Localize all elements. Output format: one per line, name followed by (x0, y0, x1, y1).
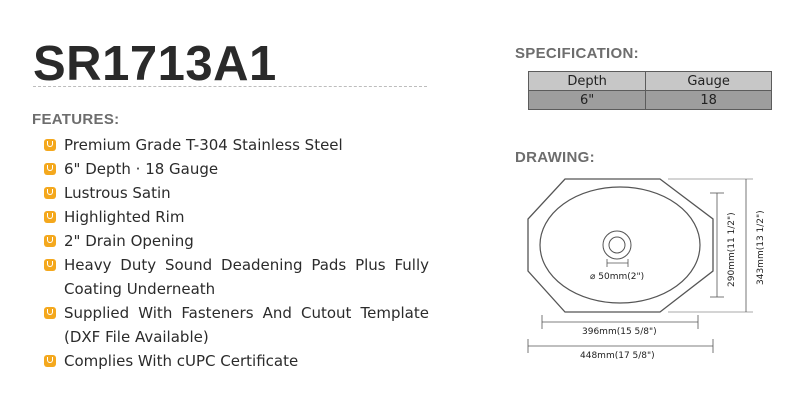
feature-text: Lustrous Satin (64, 184, 171, 202)
feature-text: 6" Depth · 18 Gauge (64, 160, 219, 178)
check-bullet-icon (44, 307, 56, 319)
spec-value-gauge: 18 (646, 91, 772, 110)
drawing-heading: DRAWING: (515, 149, 595, 166)
feature-text: 2" Drain Opening (64, 232, 194, 250)
feature-item (44, 349, 429, 373)
spec-header-gauge: Gauge (646, 72, 772, 91)
check-bullet-icon (44, 235, 56, 247)
inner-width-label: 396mm(15 5/8") (582, 327, 657, 337)
check-bullet-icon (44, 355, 56, 367)
feature-item (44, 157, 429, 181)
spec-value-depth: 6" (529, 91, 646, 110)
feature-text: Complies With cUPC Certificate (64, 352, 299, 370)
model-title: SR1713A1 (33, 37, 277, 91)
feature-item (44, 181, 429, 205)
feature-text: Premium Grade T-304 Stainless Steel (64, 136, 343, 154)
feature-item (44, 253, 429, 301)
features-list (44, 133, 429, 373)
check-bullet-icon (44, 139, 56, 151)
specification-heading: SPECIFICATION: (515, 45, 639, 62)
feature-item (44, 133, 429, 157)
inner-height-label: 290mm(11 1/2") (727, 212, 737, 287)
feature-text: Heavy Duty Sound Deadening Pads Plus Fully Coating Underneath (64, 256, 429, 298)
drain-inner-circle (609, 237, 625, 253)
check-bullet-icon (44, 163, 56, 175)
title-divider (33, 86, 427, 87)
feature-text: Supplied With Fasteners And Cutout Template (DXF File Available) (64, 304, 429, 346)
check-bullet-icon (44, 187, 56, 199)
features-heading: FEATURES: (32, 111, 120, 128)
spec-header-depth: Depth (529, 72, 646, 91)
check-bullet-icon (44, 211, 56, 223)
specification-table (528, 71, 772, 110)
feature-text: Highlighted Rim (64, 208, 185, 226)
feature-item (44, 205, 429, 229)
spec-value-row (529, 91, 772, 110)
feature-item (44, 301, 429, 349)
outer-height-label: 343mm(13 1/2") (756, 210, 766, 285)
drain-diameter-label: ⌀ 50mm(2") (590, 272, 645, 282)
sink-drawing (520, 175, 780, 370)
spec-header-row (529, 72, 772, 91)
outer-width-label: 448mm(17 5/8") (580, 351, 655, 361)
check-bullet-icon (44, 259, 56, 271)
feature-item (44, 229, 429, 253)
